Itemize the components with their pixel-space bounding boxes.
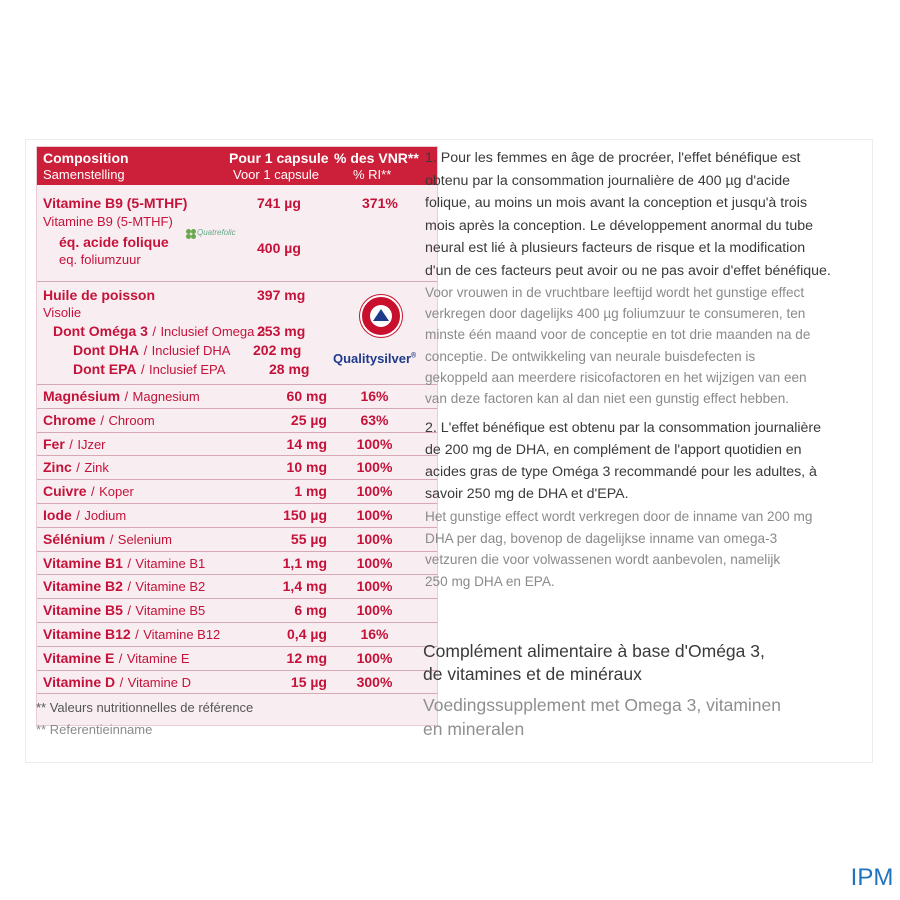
b9-percent: 371% [362, 195, 398, 211]
note1-fr-line: obtenu par la consommation journalière de 400 µg d'acide [425, 172, 791, 189]
nutrient-label-nl: Zink [84, 460, 109, 476]
dha-label-nl: Inclusief DHA [151, 343, 231, 358]
nutrient-separator: / [109, 531, 114, 547]
b9-amount: 741 µg [257, 195, 301, 211]
header-per-capsule-nl: Voor 1 capsule [233, 167, 320, 182]
b9-folic-fr: éq. acide folique [59, 234, 169, 250]
note1-nl-line: verkregen door dagelijks 400 µg foliumzuur te consumeren, ten [425, 306, 806, 322]
nutrient-label-nl: Vitamine B1 [135, 555, 206, 571]
epa-separator: / [140, 362, 145, 377]
note1-fr-line: neural est lié à plusieurs facteurs de risque et la modification [425, 240, 806, 256]
nutrient-separator: / [124, 389, 129, 404]
nutrient-row [37, 503, 437, 528]
b9-label-nl: Vitamine B9 (5-MTHF) [43, 214, 173, 229]
note1-nl-line: van deze factoren kan al dan niet een gunstig effect hebben. [425, 391, 790, 406]
nutrient-amount: 14 mg [286, 435, 327, 452]
nutrient-separator: / [127, 579, 131, 595]
nutrient-label [43, 650, 190, 668]
epa-amount: 28 mg [269, 361, 310, 377]
omega3-row [53, 323, 265, 341]
nutrient-amount: 1,1 mg [282, 554, 327, 571]
footnote-nl: ** Referentieinname [36, 722, 153, 737]
note1-nl-line: Voor vrouwen in de vruchtbare leeftijd wordt het gunstige effect [425, 285, 805, 300]
nutrient-amount: 15 µg [290, 673, 327, 690]
note2-nl-line: 250 mg DHA en EPA. [425, 573, 555, 589]
header-per-capsule-fr: Pour 1 capsule [229, 150, 329, 166]
omega3-separator: / [152, 324, 156, 339]
nutrient-amount: 0,4 µg [287, 626, 327, 642]
header-composition-fr: Composition [43, 150, 129, 166]
nutrient-row [37, 574, 437, 599]
table-header [37, 147, 437, 185]
tagline-fr-line-1: Complément alimentaire à base d'Oméga 3, [423, 641, 765, 661]
nutrient-label [43, 578, 205, 596]
note2-fr-line: de 200 mg de DHA, en complément de l'apport quotidien en [425, 442, 802, 458]
dha-amount: 202 mg [253, 342, 302, 358]
b9-label-fr: Vitamine B9 (5-MTHF) [43, 195, 188, 211]
nutrient-percent: 16% [360, 388, 389, 404]
fishoil-amount: 397 mg [257, 287, 306, 303]
nutrient-label-nl: Vitamine B2 [135, 579, 206, 595]
nutrient-amount: 25 µg [290, 411, 327, 428]
nutrient-percent: 100% [356, 530, 393, 547]
note2-fr-line: acides gras de type Oméga 3 recommandé pour les adultes, à [425, 464, 817, 480]
nutrient-label [43, 555, 205, 573]
nutrient-label [43, 436, 106, 454]
epa-label-fr: Dont EPA [73, 361, 137, 377]
nutrient-label-nl: Vitamine E [126, 650, 190, 666]
quatrefolic-logo-icon [183, 226, 253, 242]
note1-fr-line: mois après la conception. Le développement anormal du tube [425, 217, 814, 234]
nutrient-percent: 16% [360, 626, 389, 642]
nutrient-label-nl: Vitamine D [127, 674, 191, 690]
note1-fr-line: folique, au moins un mois avant la conception et jusqu'à trois [425, 195, 808, 211]
nutrient-row [37, 479, 437, 504]
nutrient-label-fr: Magnésium [43, 388, 121, 404]
nutrient-row [37, 455, 437, 480]
nutrient-separator: / [135, 627, 139, 642]
qualitysilver-logo: Qualitysilver® [333, 351, 417, 366]
ipm-logo-text: IPM [850, 864, 894, 891]
friend-of-the-sea-seal-icon [360, 295, 402, 337]
nutrient-separator: / [119, 674, 124, 690]
nutrient-label-nl: Koper [99, 484, 134, 500]
nutrient-label-nl: Vitamine B5 [135, 603, 206, 619]
nutrient-percent: 100% [356, 459, 393, 476]
dha-separator: / [143, 343, 148, 358]
nutrient-label-nl: Vitamine B12 [143, 627, 221, 642]
nutrient-label-fr: Zinc [43, 459, 72, 476]
nutrient-separator: / [76, 460, 80, 476]
nutrient-label-fr: Vitamine B12 [43, 626, 131, 642]
nutrient-label-fr: Cuivre [43, 483, 87, 500]
nutrient-label [43, 626, 220, 644]
note1-fr-line: 1. Pour les femmes en âge de procréer, l'effet bénéfique est [425, 150, 801, 166]
nutrient-label [43, 459, 109, 477]
note1-nl-line: conceptie. De ontwikkeling van neurale buisdefecten is [425, 348, 756, 364]
nutrient-percent: 100% [356, 483, 393, 500]
tagline-nl-line-2: en mineralen [423, 719, 525, 739]
note2-fr-line: savoir 250 mg de DHA et d'EPA. [425, 486, 629, 502]
nutrient-separator: / [118, 650, 123, 666]
nutrient-separator: / [76, 508, 80, 523]
nutrient-percent: 100% [356, 507, 393, 523]
nutrient-label-fr: Vitamine E [43, 649, 115, 666]
header-composition-nl: Samenstelling [43, 167, 125, 182]
nutrient-label-fr: Fer [43, 435, 65, 452]
dha-row [73, 342, 230, 360]
nutrient-percent: 100% [356, 649, 393, 666]
nutrient-label-nl: IJzer [77, 436, 106, 452]
fishoil-label-fr: Huile de poisson [43, 287, 156, 303]
omega3-label-nl: Inclusief Omega 3 [160, 324, 266, 339]
nutrient-amount: 60 mg [286, 388, 327, 404]
nutrient-amount: 1 mg [294, 483, 327, 500]
nutrient-label-fr: Vitamine B5 [43, 602, 123, 619]
note2-nl-line: vetzuren die voor volwassenen wordt aanbevolen, namelijk [425, 552, 781, 567]
nutrient-row [37, 408, 437, 433]
nutrient-label [43, 602, 205, 620]
nutrient-label [43, 531, 172, 549]
nutrient-label-fr: Iode [43, 507, 72, 523]
fishoil-label-nl: Visolie [43, 305, 82, 320]
header-vnr-nl: % RI** [353, 167, 392, 182]
nutrient-row [37, 432, 437, 457]
note2-nl-line: Het gunstige effect wordt verkregen door de inname van 200 mg [425, 509, 813, 524]
ipm-logo-icon [850, 862, 894, 891]
nutrient-amount: 1,4 mg [282, 578, 327, 595]
nutrient-percent: 100% [356, 602, 393, 619]
nutrient-label [43, 674, 191, 692]
nutrient-row [37, 598, 437, 623]
nutrient-percent: 63% [360, 411, 389, 428]
dha-label-fr: Dont DHA [73, 342, 140, 358]
note1-nl-line: minste één maand voor de conceptie en tot drie maanden na de [425, 327, 811, 343]
tagline-fr-line-2: de vitamines et de minéraux [423, 664, 642, 684]
nutrient-amount: 6 mg [294, 602, 327, 619]
nutrient-separator: / [127, 555, 131, 571]
nutrient-label-fr: Vitamine B1 [43, 554, 123, 571]
epa-row [73, 361, 225, 379]
nutrient-label [43, 412, 155, 430]
footnote-fr: ** Valeurs nutritionnelles de référence [36, 700, 254, 715]
nutrient-separator: / [100, 412, 104, 428]
b9-folic-nl: eq. foliumzuur [59, 252, 141, 267]
omega3-label-fr: Dont Oméga 3 [53, 323, 148, 339]
nutrient-amount: 150 µg [283, 507, 327, 523]
nutrient-separator: / [91, 484, 95, 500]
nutrient-label-nl: Magnesium [132, 389, 200, 404]
b9-folic-amount: 400 µg [257, 240, 301, 256]
nutrient-label [43, 483, 134, 501]
nutrient-label-fr: Vitamine B2 [43, 578, 123, 595]
nutrient-amount: 10 mg [286, 459, 327, 476]
nutrient-percent: 300% [356, 673, 393, 690]
nutrient-label-nl: Chroom [108, 412, 155, 428]
nutrient-percent: 100% [356, 554, 393, 571]
nutrient-row [37, 527, 437, 552]
nutrient-row [37, 551, 437, 576]
nutrient-label-fr: Chrome [43, 411, 96, 428]
nutrient-percent: 100% [356, 435, 393, 452]
note1-nl-line: gekoppeld aan meerdere risicofactoren en het wijzigen van een [425, 369, 807, 385]
note2-fr-line: 2. L'effet bénéfique est obtenu par la consommation journalière [425, 420, 822, 436]
nutrient-label-fr: Vitamine D [43, 673, 116, 690]
nutrient-label [43, 388, 200, 406]
nutrient-label-nl: Selenium [117, 531, 172, 547]
nutrient-row [37, 384, 437, 409]
nutrient-separator: / [69, 436, 73, 452]
nutrient-row [37, 670, 437, 695]
header-vnr-fr: % des VNR** [334, 150, 419, 166]
nutrient-row [37, 622, 437, 647]
note1-fr-line: d'un de ces facteurs peut avoir ou ne pas avoir d'effet bénéfique. [425, 262, 831, 279]
omega3-amount: 253 mg [257, 323, 306, 339]
nutrient-amount: 55 µg [290, 530, 327, 547]
epa-label-nl: Inclusief EPA [149, 362, 226, 377]
nutrient-separator: / [127, 603, 131, 619]
quatrefolic-logo-text: Quatrefolic [197, 228, 236, 237]
nutrient-label-fr: Sélénium [43, 530, 106, 547]
nutrient-percent: 100% [356, 578, 393, 595]
composition-table [36, 146, 438, 726]
nutrient-label-nl: Jodium [84, 508, 127, 523]
nutrient-row [37, 646, 437, 671]
nutrient-label [43, 507, 126, 525]
nutrient-amount: 12 mg [286, 649, 327, 666]
note2-nl-line: DHA per dag, bovenop de dagelijkse inname van omega-3 [425, 530, 778, 546]
tagline-nl-line-1: Voedingssupplement met Omega 3, vitaminen [423, 695, 781, 715]
qualitysilver-logo-text: Qualitysilver [333, 351, 412, 366]
